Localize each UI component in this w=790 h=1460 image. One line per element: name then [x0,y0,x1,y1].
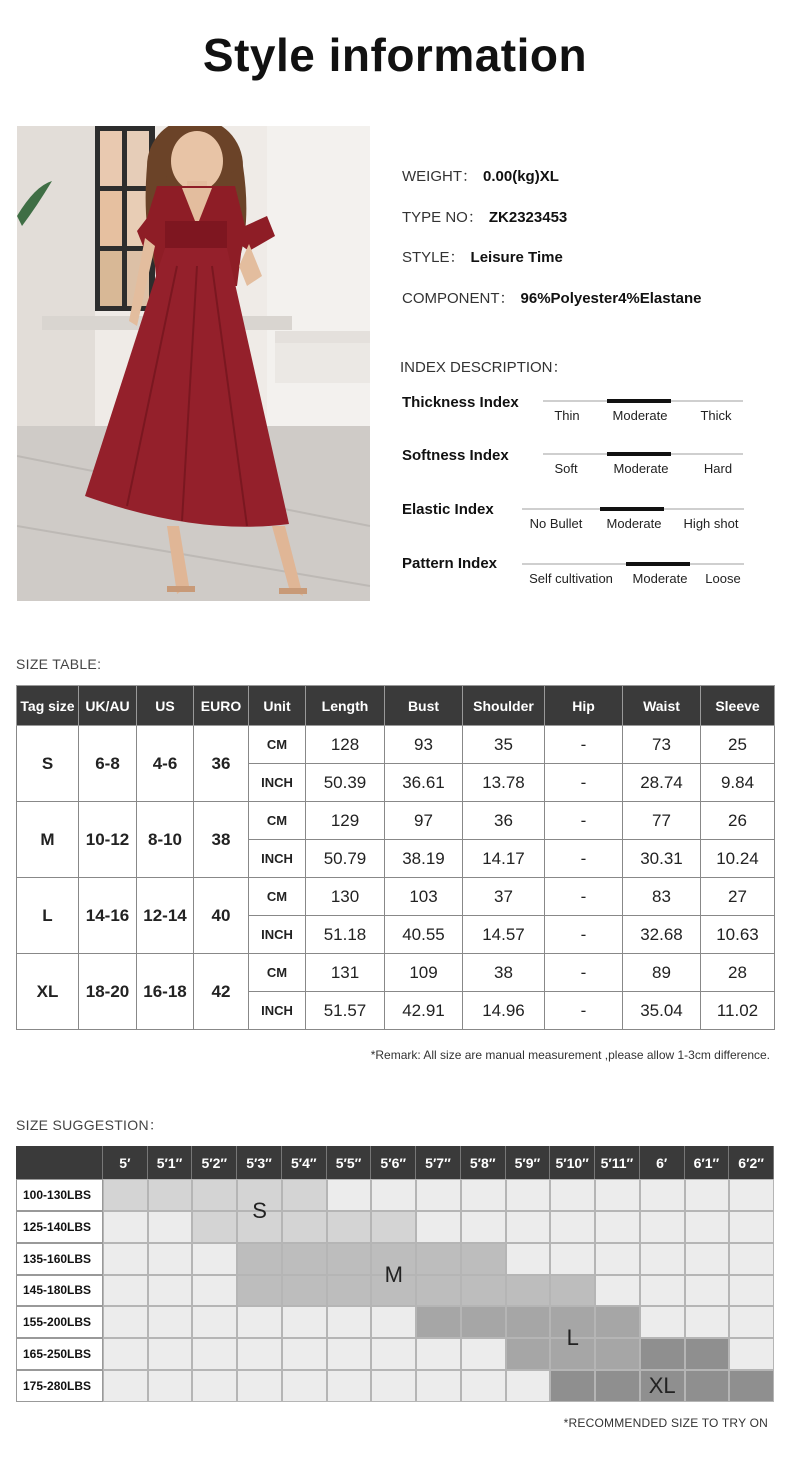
table-cell: CM [249,802,306,840]
table-cell: 18-20 [79,954,137,1030]
table-cell: 28.74 [623,764,701,802]
grid-cell [103,1243,148,1275]
table-cell: 8-10 [137,802,194,878]
softness-opt-1: Moderate [613,461,669,476]
table-cell: 97 [385,802,463,840]
table-cell: CM [249,878,306,916]
table-cell: XL [17,954,79,1030]
grid-cell [416,1338,461,1370]
softness-index-scale [543,453,743,477]
table-cell: 14.57 [463,916,545,954]
table-cell: - [545,954,623,992]
thickness-index-marker [607,399,671,403]
col-header: US [137,686,194,726]
grid-cell [103,1338,148,1370]
table-cell: 37 [463,878,545,916]
grid-cell [327,1243,372,1275]
grid-cell [192,1179,237,1211]
table-cell: - [545,992,623,1030]
grid-cell [595,1243,640,1275]
grid-cell [729,1338,774,1370]
grid-cell [192,1370,237,1402]
softness-opt-2: Hard [703,461,733,476]
grid-cell [371,1211,416,1243]
grid-cell [685,1275,730,1307]
col-header: UK/AU [79,686,137,726]
height-header: 5′1″ [148,1146,193,1179]
grid-cell [640,1275,685,1307]
grid-cell [506,1275,551,1307]
grid-cell [282,1179,327,1211]
type-no-label: TYPE NO： [402,209,483,226]
table-cell: 38.19 [385,840,463,878]
grid-cell [550,1211,595,1243]
table-cell: 51.18 [306,916,385,954]
grid-cell [729,1211,774,1243]
table-cell: 130 [306,878,385,916]
grid-cell [148,1306,193,1338]
grid-cell [640,1306,685,1338]
size-table-title: SIZE TABLE: [16,656,102,672]
grid-cell [103,1370,148,1402]
grid-cell [237,1243,282,1275]
grid-cell [192,1211,237,1243]
grid-cell [461,1275,506,1307]
grid-cell [237,1306,282,1338]
grid-cell [103,1306,148,1338]
table-cell: - [545,840,623,878]
grid-cell [595,1275,640,1307]
size-remark: *Remark: All size are manual measurement ,please allow 1-3cm difference. [370,1048,770,1062]
table-cell: 42.91 [385,992,463,1030]
weight-row-label: 125-140LBS [16,1211,103,1243]
grid-corner [16,1146,103,1179]
weight-row-label: 135-160LBS [16,1243,103,1275]
grid-cell [595,1370,640,1402]
grid-cell [371,1338,416,1370]
grid-cell [595,1211,640,1243]
grid-cell [237,1338,282,1370]
table-cell: - [545,802,623,840]
table-cell: 10.63 [701,916,775,954]
grid-cell [148,1243,193,1275]
col-header: Waist [623,686,701,726]
height-header: 5′10″ [550,1146,595,1179]
height-header: 5′3″ [237,1146,282,1179]
table-cell: 30.31 [623,840,701,878]
table-cell: 14.96 [463,992,545,1030]
component-label: COMPONENT： [402,290,515,307]
table-cell: INCH [249,916,306,954]
table-cell: 9.84 [701,764,775,802]
table-cell: 40.55 [385,916,463,954]
grid-cell [327,1275,372,1307]
grid-cell [327,1179,372,1211]
grid-cell [506,1243,551,1275]
table-cell: - [545,726,623,764]
table-cell: 42 [194,954,249,1030]
col-header: Unit [249,686,306,726]
page-title: Style information [202,29,588,81]
index-description-title: INDEX DESCRIPTION： [400,359,568,376]
grid-cell [371,1370,416,1402]
height-header: 5′9″ [506,1146,551,1179]
table-cell: 13.78 [463,764,545,802]
table-cell: 4-6 [137,726,194,802]
col-header: Tag size [17,686,79,726]
style-label: STYLE： [402,249,465,266]
type-no-value: ZK2323453 [488,209,568,226]
grid-cell [327,1306,372,1338]
weight-row-label: 155-200LBS [16,1306,103,1338]
thickness-opt-2: Thick [700,408,732,423]
grid-cell [595,1306,640,1338]
grid-cell [550,1243,595,1275]
grid-cell [148,1211,193,1243]
pattern-opt-1: Moderate [632,571,688,586]
grid-cell [729,1179,774,1211]
grid-cell [595,1179,640,1211]
table-cell: 36.61 [385,764,463,802]
table-cell: 35 [463,726,545,764]
thickness-index-label: Thickness Index [402,394,519,411]
weight-value: 0.00(kg)XL [483,168,559,185]
grid-cell [192,1338,237,1370]
grid-cell [282,1306,327,1338]
weight-row-label: 145-180LBS [16,1275,103,1307]
grid-cell [506,1211,551,1243]
softness-index-label: Softness Index [402,447,509,464]
grid-cell [282,1243,327,1275]
table-cell: 51.57 [306,992,385,1030]
table-cell: 35.04 [623,992,701,1030]
grid-cell [282,1211,327,1243]
thickness-opt-0: Thin [554,408,580,423]
table-cell: INCH [249,992,306,1030]
grid-cell [461,1243,506,1275]
pattern-index-label: Pattern Index [402,555,498,572]
grid-cell [461,1306,506,1338]
table-cell: INCH [249,840,306,878]
table-cell: 50.39 [306,764,385,802]
size-table [16,685,775,1030]
grid-cell [371,1179,416,1211]
table-cell: 38 [463,954,545,992]
softness-index-marker [607,452,671,456]
table-cell: 28 [701,954,775,992]
weight-label: WEIGHT： [402,168,477,185]
grid-cell [148,1179,193,1211]
height-header: 5′6″ [371,1146,416,1179]
table-cell: 26 [701,802,775,840]
table-cell: 129 [306,802,385,840]
grid-cell [282,1275,327,1307]
component-row [402,287,701,308]
grid-cell [506,1306,551,1338]
weight-row-label: 100-130LBS [16,1179,103,1211]
grid-cell [192,1306,237,1338]
weight-row-label: 165-250LBS [16,1338,103,1370]
grid-cell [685,1243,730,1275]
table-cell: 27 [701,878,775,916]
table-cell: 6-8 [79,726,137,802]
grid-cell [148,1370,193,1402]
table-cell: 10-12 [79,802,137,878]
table-cell: 109 [385,954,463,992]
size-zone-label: M [384,1261,403,1287]
table-cell: 50.79 [306,840,385,878]
grid-cell [550,1179,595,1211]
grid-cell [148,1338,193,1370]
table-cell: L [17,878,79,954]
grid-cell [506,1370,551,1402]
height-header: 5′2″ [192,1146,237,1179]
table-cell: 77 [623,802,701,840]
table-cell: 14.17 [463,840,545,878]
table-cell: 12-14 [137,878,194,954]
table-cell: 93 [385,726,463,764]
recommend-note: *RECOMMENDED SIZE TO TRY ON [563,1416,768,1430]
col-header: EURO [194,686,249,726]
height-header: 6′1″ [685,1146,730,1179]
pattern-index-marker [626,562,690,566]
grid-cell [416,1243,461,1275]
grid-cell [416,1179,461,1211]
grid-cell [237,1275,282,1307]
grid-cell [103,1179,148,1211]
size-suggestion-grid [16,1146,774,1402]
col-header: Sleeve [701,686,775,726]
weight-row-label: 175-280LBS [16,1370,103,1402]
grid-cell [685,1370,730,1402]
grid-cell [371,1306,416,1338]
grid-cell [461,1338,506,1370]
grid-cell [148,1275,193,1307]
grid-cell [192,1243,237,1275]
size-zone-label: S [252,1197,267,1223]
table-cell: 16-18 [137,954,194,1030]
thickness-index-scale [543,400,743,424]
grid-cell [550,1370,595,1402]
grid-cell [640,1243,685,1275]
grid-cell [729,1275,774,1307]
grid-cell [685,1179,730,1211]
grid-cell [237,1370,282,1402]
table-cell: S [17,726,79,802]
grid-cell [640,1211,685,1243]
table-cell: 36 [463,802,545,840]
elastic-index-scale [522,508,744,532]
grid-cell [327,1211,372,1243]
product-photo [17,126,370,601]
table-cell: CM [249,954,306,992]
grid-cell [729,1306,774,1338]
col-header: Bust [385,686,463,726]
table-cell: - [545,764,623,802]
grid-cell [461,1370,506,1402]
grid-cell [729,1370,774,1402]
table-cell: - [545,878,623,916]
weight-row [402,165,559,186]
style-value: Leisure Time [470,249,563,266]
grid-cell [416,1370,461,1402]
grid-cell [327,1370,372,1402]
grid-cell [640,1338,685,1370]
table-row [17,802,775,840]
table-cell: 40 [194,878,249,954]
grid-cell [192,1275,237,1307]
table-cell: M [17,802,79,878]
grid-cell [282,1370,327,1402]
table-cell: 32.68 [623,916,701,954]
table-cell: 89 [623,954,701,992]
height-header: 6′2″ [729,1146,774,1179]
table-cell: 25 [701,726,775,764]
height-header: 5′5″ [327,1146,372,1179]
grid-cell [461,1179,506,1211]
table-cell: 128 [306,726,385,764]
grid-cell [685,1338,730,1370]
height-header: 5′8″ [461,1146,506,1179]
table-cell: CM [249,726,306,764]
table-cell: 14-16 [79,878,137,954]
type-no-row [402,206,567,227]
table-row [17,726,775,764]
grid-cell [103,1275,148,1307]
elastic-opt-1: Moderate [606,516,662,531]
table-row [17,878,775,916]
table-row [17,954,775,992]
elastic-index-label: Elastic Index [402,501,494,518]
grid-cell [282,1338,327,1370]
grid-cell [685,1306,730,1338]
grid-cell [550,1275,595,1307]
grid-cell [685,1211,730,1243]
height-header: 5′11″ [595,1146,640,1179]
table-cell: 73 [623,726,701,764]
pattern-index-scale [522,563,744,587]
elastic-opt-2: High shot [683,516,739,531]
elastic-opt-0: No Bullet [529,516,583,531]
pattern-opt-0: Self cultivation [529,571,613,586]
table-cell: 83 [623,878,701,916]
style-row [402,246,563,267]
height-header: 5′7″ [416,1146,461,1179]
grid-cell [729,1243,774,1275]
col-header: Length [306,686,385,726]
height-header: 5′4″ [282,1146,327,1179]
table-cell: 11.02 [701,992,775,1030]
softness-opt-0: Soft [554,461,578,476]
grid-cell [506,1179,551,1211]
table-cell: - [545,916,623,954]
height-header: 5′ [103,1146,148,1179]
pattern-opt-2: Loose [705,571,741,586]
component-value: 96%Polyester4%Elastane [520,290,702,307]
size-zone-label: XL [648,1373,676,1399]
grid-cell [461,1211,506,1243]
height-header: 6′ [640,1146,685,1179]
grid-cell [595,1338,640,1370]
grid-cell [416,1306,461,1338]
dress-model-image [17,126,370,601]
size-table-header [17,686,775,726]
size-zone-label: L [566,1325,579,1351]
thickness-opt-1: Moderate [612,408,668,423]
table-cell: 131 [306,954,385,992]
table-cell: INCH [249,764,306,802]
grid-cell [327,1338,372,1370]
grid-cell [640,1179,685,1211]
table-cell: 36 [194,726,249,802]
table-cell: 38 [194,802,249,878]
table-cell: 10.24 [701,840,775,878]
col-header: Hip [545,686,623,726]
elastic-index-marker [600,507,664,511]
grid-cell [416,1211,461,1243]
grid-cell [506,1338,551,1370]
size-suggestion-title: SIZE SUGGESTION： [16,1117,164,1133]
grid-cell [416,1275,461,1307]
table-cell: 103 [385,878,463,916]
col-header: Shoulder [463,686,545,726]
grid-cell [103,1211,148,1243]
